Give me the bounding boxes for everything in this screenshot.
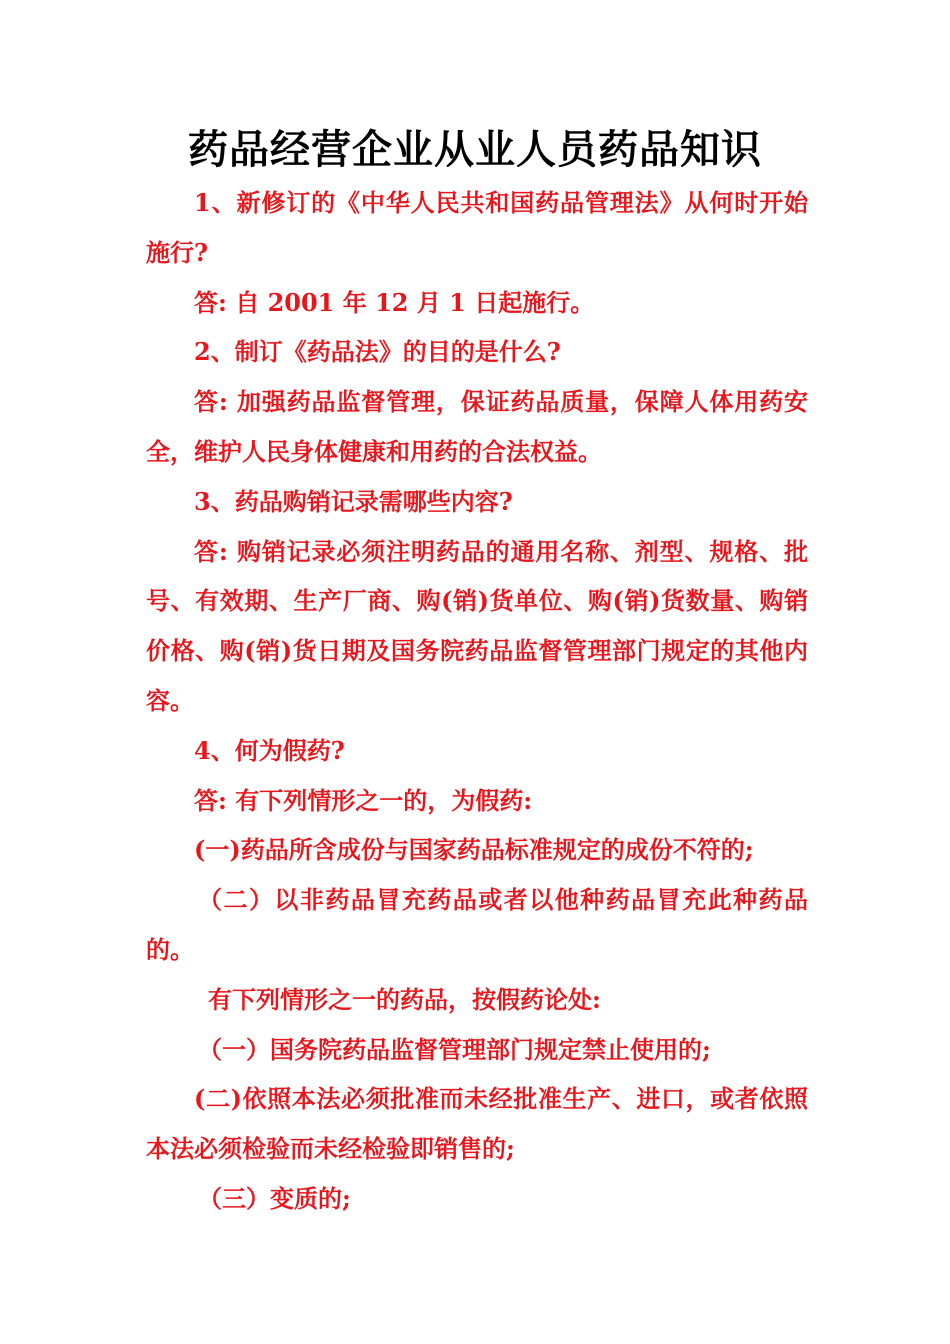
list-item: (一)药品所含成份与国家药品标准规定的成份不符的; — [194, 835, 754, 865]
list-item: （三）变质的; — [198, 1183, 351, 1213]
answer-1: 答: 自 2001 年 12 月 1 日起施行。 — [194, 287, 595, 317]
answer-2: 答: 加强药品监督管理，保证药品质量，保障人体用药安全，维护人民身体健康和用药的合法权益。 — [146, 387, 808, 466]
question-4: 4、何为假药? — [194, 735, 345, 765]
section-intro: 有下列情形之一的药品，按假药论处: — [208, 984, 601, 1014]
answer-4: 答: 有下列情形之一的，为假药: — [194, 785, 533, 815]
question-2: 2、制订《药品法》的目的是什么? — [194, 337, 561, 367]
list-item: (二)依照本法必须批准而未经批准生产、进口，或者依照本法必须检验而未经检验即销售的; — [146, 1084, 808, 1164]
list-item: （一）国务院药品监督管理部门规定禁止使用的; — [198, 1034, 711, 1064]
document-title: 药品经营企业从业人员药品知识 — [188, 126, 762, 173]
document-body — [146, 178, 808, 1224]
list-item: （二）以非药品冒充药品或者以他种药品冒充此种药品的。 — [146, 885, 808, 964]
question-1: 1、新修订的《中华人民共和国药品管理法》从何时开始施行? — [146, 188, 808, 267]
question-3: 3、药品购销记录需哪些内容? — [194, 486, 513, 516]
answer-3: 答: 购销记录必须注明药品的通用名称、剂型、规格、批号、有效期、生产厂商、购(销)货单位、购(销)货数量、购销价格、购(销)货日期及国务院药品监督管理部门规定的其他内容。 — [146, 536, 808, 715]
